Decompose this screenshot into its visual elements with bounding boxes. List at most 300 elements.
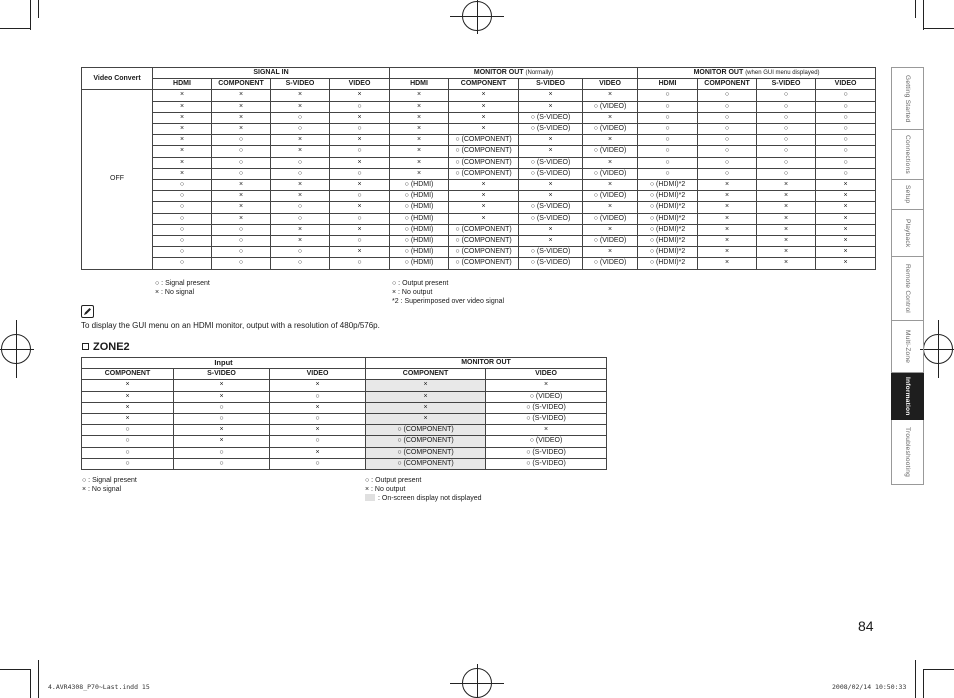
table-cell: × (212, 90, 271, 101)
table-cell: × (816, 224, 876, 235)
table-cell: ○ (330, 124, 390, 135)
table-cell: × (212, 180, 271, 191)
zone2-legend-output-present: ○ : Output present (365, 477, 422, 484)
column-header: S-VIDEO (757, 79, 816, 90)
table-cell: ○ (330, 191, 390, 202)
table-cell: ○ (212, 168, 271, 179)
column-header: VIDEO (270, 369, 366, 380)
table-cell: ○ (757, 90, 816, 101)
table-cell: × (271, 135, 330, 146)
table-cell: × (366, 391, 486, 402)
table-cell: ○ (HDMI) (390, 236, 449, 247)
zone2-legend-output (365, 476, 482, 503)
table-cell: ○ (VIDEO) (486, 436, 607, 447)
sidebar-tab-getting-started[interactable] (891, 68, 924, 130)
table-cell: ○ (757, 112, 816, 123)
table-cell: × (583, 202, 638, 213)
table-cell: × (449, 180, 519, 191)
table-cell: × (698, 213, 757, 224)
sidebar-tab-remote-control[interactable] (891, 257, 924, 321)
table-cell: ○ (757, 135, 816, 146)
table-row (82, 213, 876, 224)
table-cell: ○ (S-VIDEO) (519, 258, 583, 269)
table-cell: × (698, 258, 757, 269)
table-cell: ○ (212, 247, 271, 258)
table-row (82, 380, 607, 391)
signal-in-header: SIGNAL IN (153, 68, 390, 79)
table-cell: × (519, 146, 583, 157)
table-cell: × (816, 236, 876, 247)
table-cell: ○ (HDMI)*2 (638, 247, 698, 258)
table-cell: × (174, 436, 270, 447)
legend-no-output: × : No output (392, 289, 433, 296)
table-cell: ○ (VIDEO) (486, 391, 607, 402)
table-cell: × (212, 112, 271, 123)
note-pencil-icon (81, 305, 94, 318)
column-header: VIDEO (816, 79, 876, 90)
table-cell: × (390, 90, 449, 101)
table-cell: × (698, 191, 757, 202)
table-cell: ○ (271, 213, 330, 224)
table-cell: × (174, 425, 270, 436)
sidebar-tab-label: Playback (904, 218, 911, 248)
video-convert-mode: OFF (82, 90, 153, 269)
table-cell: × (174, 380, 270, 391)
table-cell: × (449, 213, 519, 224)
table-cell: × (330, 247, 390, 258)
zone2-legend-no-output: × : No output (365, 486, 406, 493)
sidebar-tab-information[interactable] (891, 373, 924, 420)
table-cell: ○ (153, 191, 212, 202)
table-cell: × (330, 180, 390, 191)
legend-superimposed: *2 : Superimposed over video signal (392, 298, 505, 305)
table-cell: ○ (816, 101, 876, 112)
table-cell: ○ (638, 90, 698, 101)
table-cell: ○ (330, 258, 390, 269)
table-cell: ○ (698, 124, 757, 135)
table-cell: ○ (270, 436, 366, 447)
table-cell: ○ (816, 168, 876, 179)
table-cell: × (583, 135, 638, 146)
table-cell: ○ (S-VIDEO) (486, 447, 607, 458)
table-cell: × (271, 191, 330, 202)
legend-output (392, 279, 504, 306)
table-cell: ○ (COMPONENT) (449, 247, 519, 258)
table-cell: × (519, 191, 583, 202)
table-cell: ○ (HDMI) (390, 247, 449, 258)
table-cell: ○ (153, 236, 212, 247)
table-cell: × (271, 90, 330, 101)
table-cell: ○ (271, 112, 330, 123)
table-row (82, 447, 607, 458)
table-cell: × (153, 101, 212, 112)
table-cell: × (449, 191, 519, 202)
table-cell: ○ (COMPONENT) (366, 425, 486, 436)
table-cell: ○ (174, 447, 270, 458)
sidebar-tab-label: Getting Started (904, 74, 911, 123)
table-cell: ○ (HDMI)*2 (638, 224, 698, 235)
column-header: VIDEO (330, 79, 390, 90)
table-cell: × (270, 402, 366, 413)
zone2-monitor-out-header: MONITOR OUT (366, 358, 607, 369)
table-cell: × (583, 90, 638, 101)
table-row (82, 391, 607, 402)
table-cell: ○ (153, 224, 212, 235)
table-cell: ○ (VIDEO) (583, 101, 638, 112)
table-cell: ○ (S-VIDEO) (486, 458, 607, 469)
table-cell: ○ (HDMI) (390, 202, 449, 213)
table-cell: × (519, 135, 583, 146)
table-cell: ○ (VIDEO) (583, 258, 638, 269)
column-header: COMPONENT (698, 79, 757, 90)
table-cell: × (212, 101, 271, 112)
table-cell: ○ (212, 258, 271, 269)
table-cell: ○ (VIDEO) (583, 236, 638, 247)
table-cell: × (449, 112, 519, 123)
table-cell: ○ (816, 135, 876, 146)
table-row (82, 247, 876, 258)
table-cell: × (330, 112, 390, 123)
table-cell: ○ (HDMI) (390, 213, 449, 224)
table-cell: ○ (153, 247, 212, 258)
table-cell: ○ (698, 146, 757, 157)
table-cell: ○ (COMPONENT) (449, 236, 519, 247)
footer-timestamp: 2008/02/14 10:50:33 (832, 683, 907, 691)
video-convert-header: Video Convert (82, 68, 153, 90)
table-row (82, 425, 607, 436)
table-row (82, 236, 876, 247)
table-cell: ○ (638, 146, 698, 157)
table-cell: × (390, 168, 449, 179)
legend-signal-present: ○ : Signal present (155, 280, 210, 287)
table-cell: ○ (S-VIDEO) (519, 124, 583, 135)
table-cell: × (271, 101, 330, 112)
zone2-title: ZONE2 (82, 341, 130, 353)
table-cell: × (366, 414, 486, 425)
table-cell: × (519, 180, 583, 191)
shade-swatch (365, 494, 375, 501)
table-cell: × (366, 402, 486, 413)
table-cell: × (698, 180, 757, 191)
table-cell: × (519, 224, 583, 235)
table-cell: ○ (HDMI) (390, 191, 449, 202)
table-cell: ○ (VIDEO) (583, 191, 638, 202)
table-cell: × (757, 236, 816, 247)
table-cell: ○ (270, 458, 366, 469)
table-cell: × (330, 202, 390, 213)
table-cell: × (271, 224, 330, 235)
table-cell: ○ (698, 112, 757, 123)
table-cell: ○ (VIDEO) (583, 124, 638, 135)
table-cell: ○ (S-VIDEO) (486, 402, 607, 413)
table-row (82, 101, 876, 112)
table-row (82, 180, 876, 191)
table-cell: ○ (HDMI) (390, 224, 449, 235)
table-cell: × (449, 90, 519, 101)
table-cell: ○ (271, 168, 330, 179)
table-cell: × (271, 180, 330, 191)
page-number: 84 (858, 618, 874, 634)
table-cell: ○ (82, 425, 174, 436)
table-cell: × (449, 202, 519, 213)
table-cell: ○ (270, 391, 366, 402)
table-cell: ○ (VIDEO) (583, 213, 638, 224)
sidebar-tab-connections[interactable] (891, 130, 924, 180)
table-cell: ○ (S-VIDEO) (519, 112, 583, 123)
zone2-legend-no-signal: × : No signal (82, 486, 122, 493)
table-cell: ○ (698, 90, 757, 101)
table-cell: ○ (S-VIDEO) (519, 168, 583, 179)
table-cell: × (82, 391, 174, 402)
table-cell: ○ (82, 436, 174, 447)
table-cell: × (390, 112, 449, 123)
table-row (82, 135, 876, 146)
table-cell: × (757, 258, 816, 269)
table-cell: ○ (212, 135, 271, 146)
table-cell: × (698, 202, 757, 213)
table-cell: ○ (638, 135, 698, 146)
table-cell: × (212, 124, 271, 135)
table-cell: ○ (COMPONENT) (449, 157, 519, 168)
table-cell: ○ (638, 157, 698, 168)
table-cell: × (390, 124, 449, 135)
table-cell: × (271, 146, 330, 157)
table-cell: ○ (COMPONENT) (449, 224, 519, 235)
table-cell: × (271, 236, 330, 247)
table-cell: × (212, 191, 271, 202)
table-cell: ○ (330, 213, 390, 224)
table-cell: ○ (HDMI)*2 (638, 180, 698, 191)
table-cell: × (153, 157, 212, 168)
table-cell: ○ (VIDEO) (583, 146, 638, 157)
table-row (82, 224, 876, 235)
column-header: HDMI (390, 79, 449, 90)
table-cell: ○ (271, 258, 330, 269)
table-cell: ○ (COMPONENT) (449, 146, 519, 157)
table-cell: ○ (698, 135, 757, 146)
table-cell: ○ (174, 458, 270, 469)
table-cell: × (390, 146, 449, 157)
table-cell: ○ (HDMI) (390, 180, 449, 191)
section-box-icon (82, 343, 89, 350)
table-cell: × (82, 380, 174, 391)
table-cell: × (153, 135, 212, 146)
monitor-out-normal-header: MONITOR OUT (Normally) (390, 68, 638, 79)
table-cell: ○ (698, 168, 757, 179)
column-header: S-VIDEO (174, 369, 270, 380)
table-row (82, 112, 876, 123)
table-cell: × (757, 202, 816, 213)
table-cell: × (330, 90, 390, 101)
table-cell: ○ (212, 157, 271, 168)
table-cell: × (174, 391, 270, 402)
table-cell: × (757, 213, 816, 224)
table-cell: × (153, 168, 212, 179)
table-row (82, 458, 607, 469)
monitor-out-gui-header: MONITOR OUT (when GUI menu displayed) (638, 68, 876, 79)
column-header: VIDEO (583, 79, 638, 90)
footer-filename: 4.AVR4308_P70~Last.indd 15 (48, 683, 150, 691)
table-cell: × (449, 101, 519, 112)
table-cell: ○ (COMPONENT) (449, 258, 519, 269)
table-cell: ○ (HDMI) (390, 258, 449, 269)
table-cell: ○ (271, 247, 330, 258)
legend-output-present: ○ : Output present (392, 280, 449, 287)
table-row (82, 402, 607, 413)
legend-no-signal: × : No signal (155, 289, 195, 296)
table-cell: ○ (212, 224, 271, 235)
table-cell: × (330, 224, 390, 235)
table-cell: × (757, 191, 816, 202)
table-cell: ○ (VIDEO) (583, 168, 638, 179)
table-cell: ○ (638, 101, 698, 112)
table-cell: × (390, 157, 449, 168)
column-header: HDMI (638, 79, 698, 90)
table-cell: × (519, 101, 583, 112)
sidebar-tab-label: Multi-Zone (904, 329, 911, 364)
table-cell: ○ (COMPONENT) (449, 168, 519, 179)
section-sidebar (891, 67, 924, 478)
table-cell: × (153, 112, 212, 123)
table-cell: × (698, 236, 757, 247)
zone2-table (81, 357, 607, 470)
column-header: COMPONENT (212, 79, 271, 90)
table-cell: × (583, 112, 638, 123)
table-cell: ○ (S-VIDEO) (519, 247, 583, 258)
table-cell: ○ (153, 213, 212, 224)
sidebar-tab-label: Troubleshooting (904, 426, 911, 478)
table-cell: ○ (330, 146, 390, 157)
table-cell: ○ (HDMI)*2 (638, 202, 698, 213)
table-cell: ○ (638, 168, 698, 179)
table-row (82, 191, 876, 202)
table-cell: ○ (COMPONENT) (366, 436, 486, 447)
column-header: S-VIDEO (271, 79, 330, 90)
table-cell: × (698, 224, 757, 235)
column-header: COMPONENT (449, 79, 519, 90)
table-cell: ○ (174, 402, 270, 413)
table-cell: ○ (271, 124, 330, 135)
table-cell: ○ (638, 124, 698, 135)
table-row (82, 157, 876, 168)
table-cell: × (757, 247, 816, 258)
table-cell: × (330, 135, 390, 146)
table-row (82, 258, 876, 269)
table-row (82, 90, 876, 101)
zone2-legend-signal (82, 476, 137, 494)
table-cell: ○ (638, 112, 698, 123)
table-cell: × (583, 157, 638, 168)
table-cell: × (583, 247, 638, 258)
zone2-legend-osd: : On-screen display not displayed (365, 494, 482, 503)
sidebar-tab-label: Connections (904, 135, 911, 174)
table-cell: × (153, 146, 212, 157)
table-cell: ○ (698, 101, 757, 112)
table-cell: × (816, 213, 876, 224)
table-row (82, 202, 876, 213)
table-cell: ○ (153, 202, 212, 213)
table-cell: ○ (HDMI)*2 (638, 213, 698, 224)
column-header: COMPONENT (366, 369, 486, 380)
table-cell: × (757, 224, 816, 235)
table-cell: ○ (757, 101, 816, 112)
table-cell: ○ (271, 157, 330, 168)
video-convert-table (81, 67, 876, 270)
table-cell: × (270, 425, 366, 436)
table-cell: × (212, 202, 271, 213)
table-cell: × (212, 213, 271, 224)
table-cell: × (153, 90, 212, 101)
column-header: S-VIDEO (519, 79, 583, 90)
table-cell: ○ (330, 236, 390, 247)
table-cell: ○ (816, 112, 876, 123)
table-cell: × (519, 236, 583, 247)
table-row (82, 436, 607, 447)
table-cell: × (270, 447, 366, 458)
table-cell: ○ (COMPONENT) (366, 447, 486, 458)
table-cell: × (486, 425, 607, 436)
table-cell: × (82, 414, 174, 425)
table-cell: ○ (82, 458, 174, 469)
table-row (82, 146, 876, 157)
sidebar-tab-label: Remote Control (904, 264, 911, 313)
table-cell: ○ (S-VIDEO) (486, 414, 607, 425)
table-cell: ○ (82, 447, 174, 458)
table-cell: ○ (COMPONENT) (366, 458, 486, 469)
table-cell: ○ (757, 168, 816, 179)
sidebar-tab-label: Setup (904, 185, 911, 204)
table-cell: ○ (153, 180, 212, 191)
column-header: COMPONENT (82, 369, 174, 380)
column-header: HDMI (153, 79, 212, 90)
table-cell: ○ (S-VIDEO) (519, 157, 583, 168)
legend-signal (155, 279, 210, 297)
table-cell: ○ (816, 90, 876, 101)
table-cell: ○ (S-VIDEO) (519, 202, 583, 213)
column-header: VIDEO (486, 369, 607, 380)
sidebar-tab-multi-zone[interactable] (891, 321, 924, 373)
sidebar-tab-setup[interactable] (891, 180, 924, 210)
table-cell: × (390, 101, 449, 112)
table-row (82, 124, 876, 135)
table-cell: × (366, 380, 486, 391)
table-cell: ○ (HDMI)*2 (638, 258, 698, 269)
zone2-legend-signal-present: ○ : Signal present (82, 477, 137, 484)
table-cell: × (82, 402, 174, 413)
table-cell: ○ (271, 202, 330, 213)
table-cell: × (816, 191, 876, 202)
sidebar-tab-playback[interactable] (891, 210, 924, 257)
table-cell: × (816, 258, 876, 269)
table-cell: ○ (HDMI)*2 (638, 236, 698, 247)
table-cell: × (757, 180, 816, 191)
table-cell: ○ (816, 124, 876, 135)
zone2-input-header: Input (82, 358, 366, 369)
table-cell: ○ (270, 414, 366, 425)
table-cell: × (330, 157, 390, 168)
table-cell: ○ (COMPONENT) (449, 135, 519, 146)
table-cell: × (698, 247, 757, 258)
sidebar-tab-troubleshooting[interactable] (891, 420, 924, 485)
table-cell: ○ (816, 157, 876, 168)
table-cell: ○ (S-VIDEO) (519, 213, 583, 224)
table-cell: × (449, 124, 519, 135)
table-cell: × (390, 135, 449, 146)
table-cell: × (153, 124, 212, 135)
table-cell: ○ (HDMI)*2 (638, 191, 698, 202)
table-cell: ○ (757, 124, 816, 135)
note-text: To display the GUI menu on an HDMI monitor, output with a resolution of 480p/576p. (81, 321, 380, 330)
